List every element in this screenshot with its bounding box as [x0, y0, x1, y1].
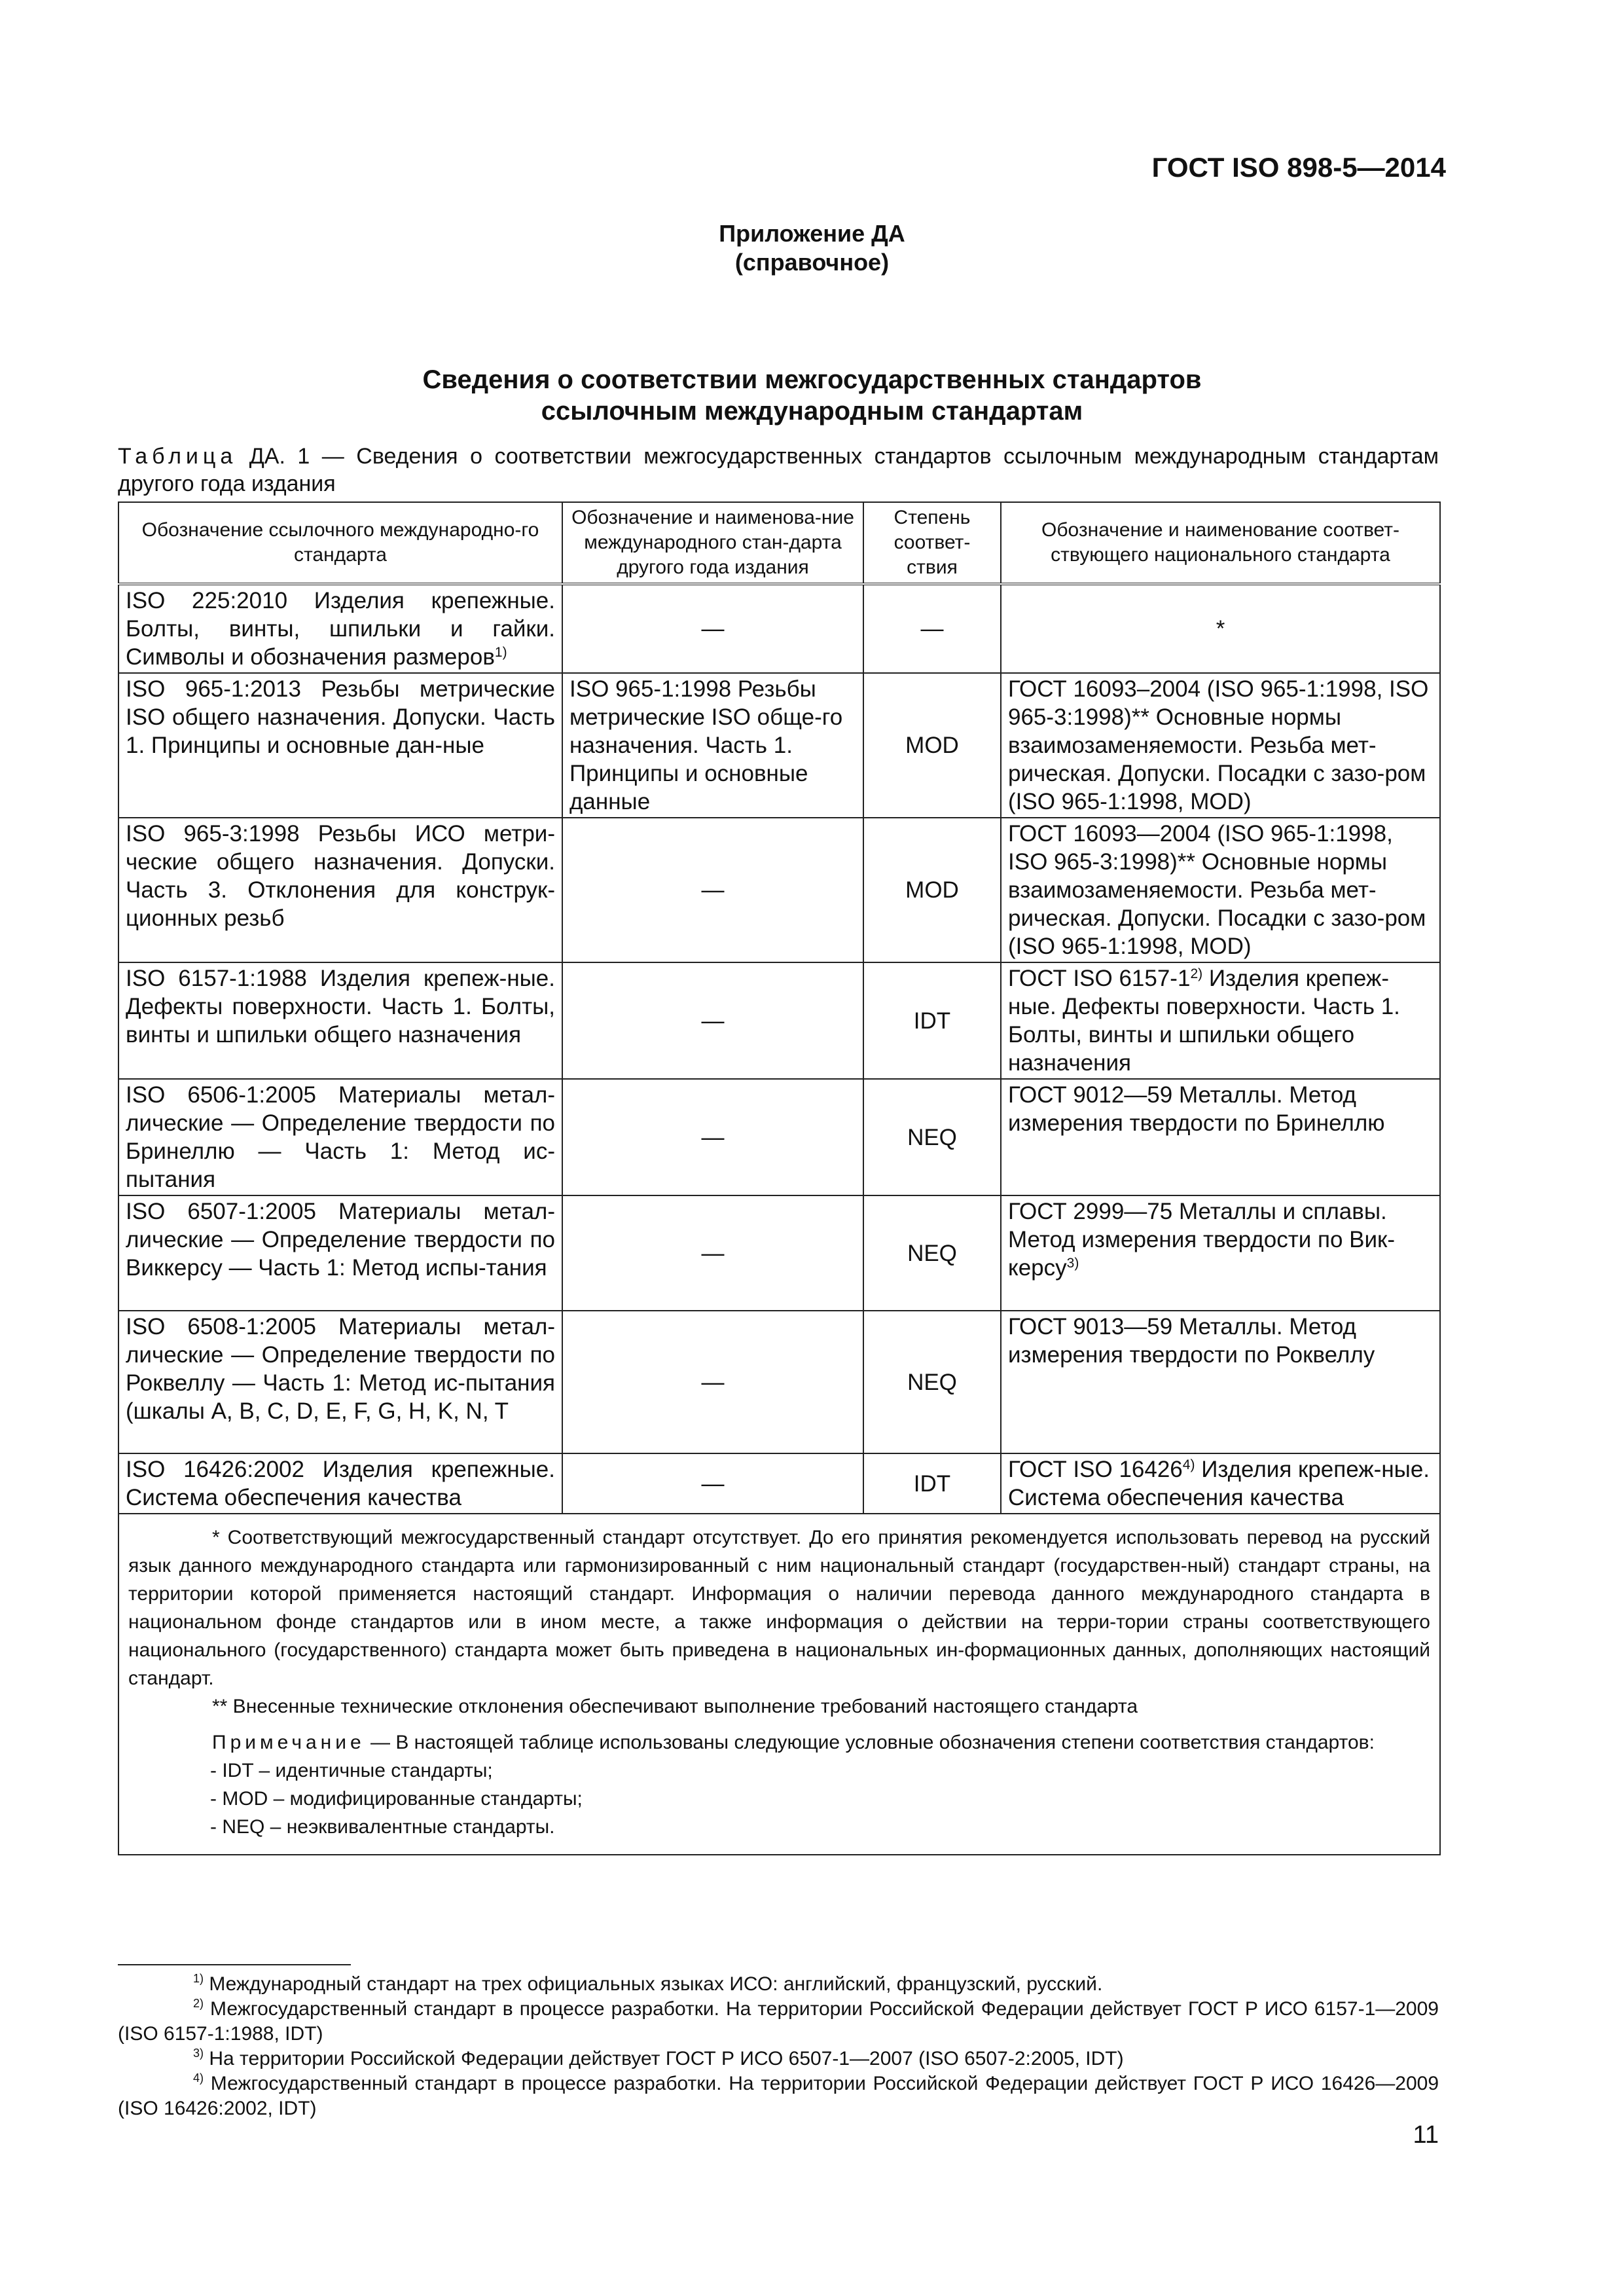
national-cell: ГОСТ 9013—59 Металлы. Метод измерения твердости по Роквеллу [1001, 1311, 1440, 1453]
ref-cell: ISO 965-3:1998 Резьбы ИСО метри-ческие общего назначения. Допуски. Часть 3. Отклонения для конструк-ционных резьб [118, 818, 562, 962]
national-text: ГОСТ 2999—75 Металлы и сплавы. Метод измерения твердости по Вик-керсу [1008, 1199, 1396, 1281]
ref-cell: ISO 6506-1:2005 Материалы метал-лические — Определение твердости по Бринеллю — Часть 1: Метод ис-пытания [118, 1079, 562, 1195]
table-row [118, 1079, 1440, 1195]
footnote [118, 2071, 1439, 2121]
degree-cell: NEQ [863, 1195, 1001, 1311]
table-header-row [118, 502, 1440, 584]
footnote-ref: 4) [1182, 1457, 1195, 1472]
footnote-ref: 3) [1066, 1256, 1079, 1271]
table-row [118, 673, 1440, 818]
annex-title: Приложение ДА [719, 220, 905, 247]
footnote-mark: 2) [193, 1997, 204, 2010]
degree-cell: IDT [863, 1453, 1001, 1514]
footnote-ref: 1) [494, 645, 507, 660]
degree-cell: NEQ [863, 1311, 1001, 1453]
ref-text: ISO 225:2010 Изделия крепежные. Болты, винты, шпильки и гайки. Символы и обозначения размеров [126, 588, 555, 670]
footnote-mark: 4) [193, 2071, 204, 2085]
intl-cell: — [562, 818, 863, 962]
national-cell [1001, 962, 1440, 1079]
footnote [118, 1972, 1439, 1997]
footnote-text: Международный стандарт на трех официальных языках ИСО: английский, французский, русский. [204, 1973, 1103, 1995]
ref-cell: ISO 16426:2002 Изделия крепежные. Система обеспечения качества [118, 1453, 562, 1514]
section-title-line2: ссылочным международным стандартам [541, 397, 1083, 426]
note-double-star: ** Внесенные технические отклонения обеспечивают выполнение требований настоящего стандарта [212, 1696, 1138, 1717]
annex-subtitle: (справочное) [734, 249, 890, 276]
header-ref-standard: Обозначение ссылочного международно-го стандарта [118, 502, 562, 584]
footnote-divider [118, 1964, 351, 1965]
section-title-line1: Сведения о соответствии межгосударственных стандартов [422, 365, 1202, 394]
header-intl-standard: Обозначение и наименова-ние международного стан-дарта другого года издания [562, 502, 863, 584]
table-caption-label: Таблица [118, 444, 238, 469]
footnote-text: Межгосударственный стандарт в процессе разработки. На территории Российской Федерации действует ГОСТ Р ИСО 6157-1—2009 (ISO 6157-1:1988, IDT) [118, 1998, 1439, 2045]
footnote [118, 2047, 1439, 2071]
footnote [118, 1997, 1439, 2047]
table-notes [118, 1514, 1440, 1855]
degree-cell: — [863, 584, 1001, 673]
intl-cell: — [562, 962, 863, 1079]
table-row [118, 584, 1440, 673]
national-cell: * [1001, 584, 1440, 673]
national-cell [1001, 1195, 1440, 1311]
national-code: ГОСТ ISO 6157-1 [1008, 966, 1191, 991]
national-cell: ГОСТ 16093–2004 (ISO 965-1:1998, ISO 965-3:1998)** Основные нормы взаимозаменяемости. Резьба мет-рическая. Допуски. Посадки с зазо-ром (ISO 965-1:1998, MOD) [1001, 673, 1440, 818]
national-cell [1001, 1453, 1440, 1514]
page-number: 11 [1413, 2121, 1439, 2149]
intl-cell: ISO 965-1:1998 Резьбы метрические ISO обще-го назначения. Часть 1. Принципы и основные данные [562, 673, 863, 818]
ref-cell: ISO 6508-1:2005 Материалы метал-лические — Определение твердости по Роквеллу — Часть 1: Метод ис-пытания (шкалы A, B, C, D, E, F, G, H, K, N, T [118, 1311, 562, 1453]
table-caption [118, 443, 1439, 498]
table-caption-text: ДА. 1 — Сведения о соответствии межгосударственных стандартов ссылочным международным стандартам другого года издания [118, 444, 1439, 496]
national-text: Изделия крепеж-ные. Дефекты поверхности. Часть 1. Болты, винты и шпильки общего назначения [1008, 966, 1400, 1076]
national-text: Изделия крепеж-ные. Система обеспечения качества [1008, 1457, 1430, 1510]
document-code: ГОСТ ISO 898-5—2014 [1151, 152, 1446, 183]
table-row [118, 962, 1440, 1079]
header-national-standard: Обозначение и наименование соответ-ствующего национального стандарта [1001, 502, 1440, 584]
ref-cell: ISO 6157-1:1988 Изделия крепеж-ные. Дефекты поверхности. Часть 1. Болты, винты и шпильки общего назначения [118, 962, 562, 1079]
list-item: - IDT – идентичные стандарты; [210, 1760, 493, 1781]
degree-cell: MOD [863, 673, 1001, 818]
table-row [118, 1311, 1440, 1453]
note-text: — В настоящей таблице использованы следующие условные обозначения степени соответствия стандартов: [365, 1732, 1375, 1753]
footnote-mark: 1) [193, 1972, 204, 1985]
intl-cell: — [562, 1453, 863, 1514]
table-notes-row [118, 1514, 1440, 1855]
ref-cell: ISO 6507-1:2005 Материалы метал-лические — Определение твердости по Виккерсу — Часть 1: Метод испы-тания [118, 1195, 562, 1311]
footnote-text: На территории Российской Федерации действует ГОСТ Р ИСО 6507-1—2007 (ISO 6507-2:2005, IDT) [204, 2048, 1124, 2069]
table-row [118, 1453, 1440, 1514]
table-row [118, 1195, 1440, 1311]
list-item: - MOD – модифицированные стандарты; [210, 1788, 583, 1810]
degree-cell: MOD [863, 818, 1001, 962]
note-star: * Соответствующий межгосударственный стандарт отсутствует. До его принятия рекомендуется использовать перевод на русский язык данного международного стандарта или гармонизированный с ним национальный стандарт (государствен-ный) стандарт страны, на территории которой применяется настоящий стандарт. Информация о наличии перевода данного международного стандарта в национальном фонде стандартов или в ином месте, а также информация о действии на терри-тории страны соответствующего национального (государственного) стандарта может быть приведена в национальных ин-формационных данных, дополняющих настоящий стандарт. [128, 1527, 1430, 1689]
national-cell: ГОСТ 9012—59 Металлы. Метод измерения твердости по Бринеллю [1001, 1079, 1440, 1195]
footnote-text: Межгосударственный стандарт в процессе разработки. На территории Российской Федерации действует ГОСТ Р ИСО 16426—2009 (ISO 16426:2002, IDT) [118, 2073, 1439, 2119]
footnote-mark: 3) [193, 2047, 204, 2060]
note-label: Примечание [212, 1732, 365, 1753]
ref-cell: ISO 965-1:2013 Резьбы метрические ISO общего назначения. Допуски. Часть 1. Принципы и основные дан-ные [118, 673, 562, 818]
degree-cell: NEQ [863, 1079, 1001, 1195]
intl-cell: — [562, 1311, 863, 1453]
intl-cell: — [562, 584, 863, 673]
intl-cell: — [562, 1195, 863, 1311]
ref-cell [118, 584, 562, 673]
correspondence-table [118, 501, 1441, 1855]
national-cell: ГОСТ 16093—2004 (ISO 965-1:1998, ISO 965-3:1998)** Основные нормы взаимозаменяемости. Резьба мет-рическая. Допуски. Посадки с зазо-ром (ISO 965-1:1998, MOD) [1001, 818, 1440, 962]
note-paragraph [128, 1728, 1430, 1757]
intl-cell: — [562, 1079, 863, 1195]
footnote-ref: 2) [1190, 966, 1203, 981]
national-code: ГОСТ ISO 16426 [1008, 1457, 1183, 1482]
header-degree: Степень соответ-ствия [863, 502, 1001, 584]
table-row [118, 818, 1440, 962]
footnotes [118, 1972, 1439, 2121]
degree-cell: IDT [863, 962, 1001, 1079]
list-item: - NEQ – неэквивалентные стандарты. [210, 1816, 555, 1838]
